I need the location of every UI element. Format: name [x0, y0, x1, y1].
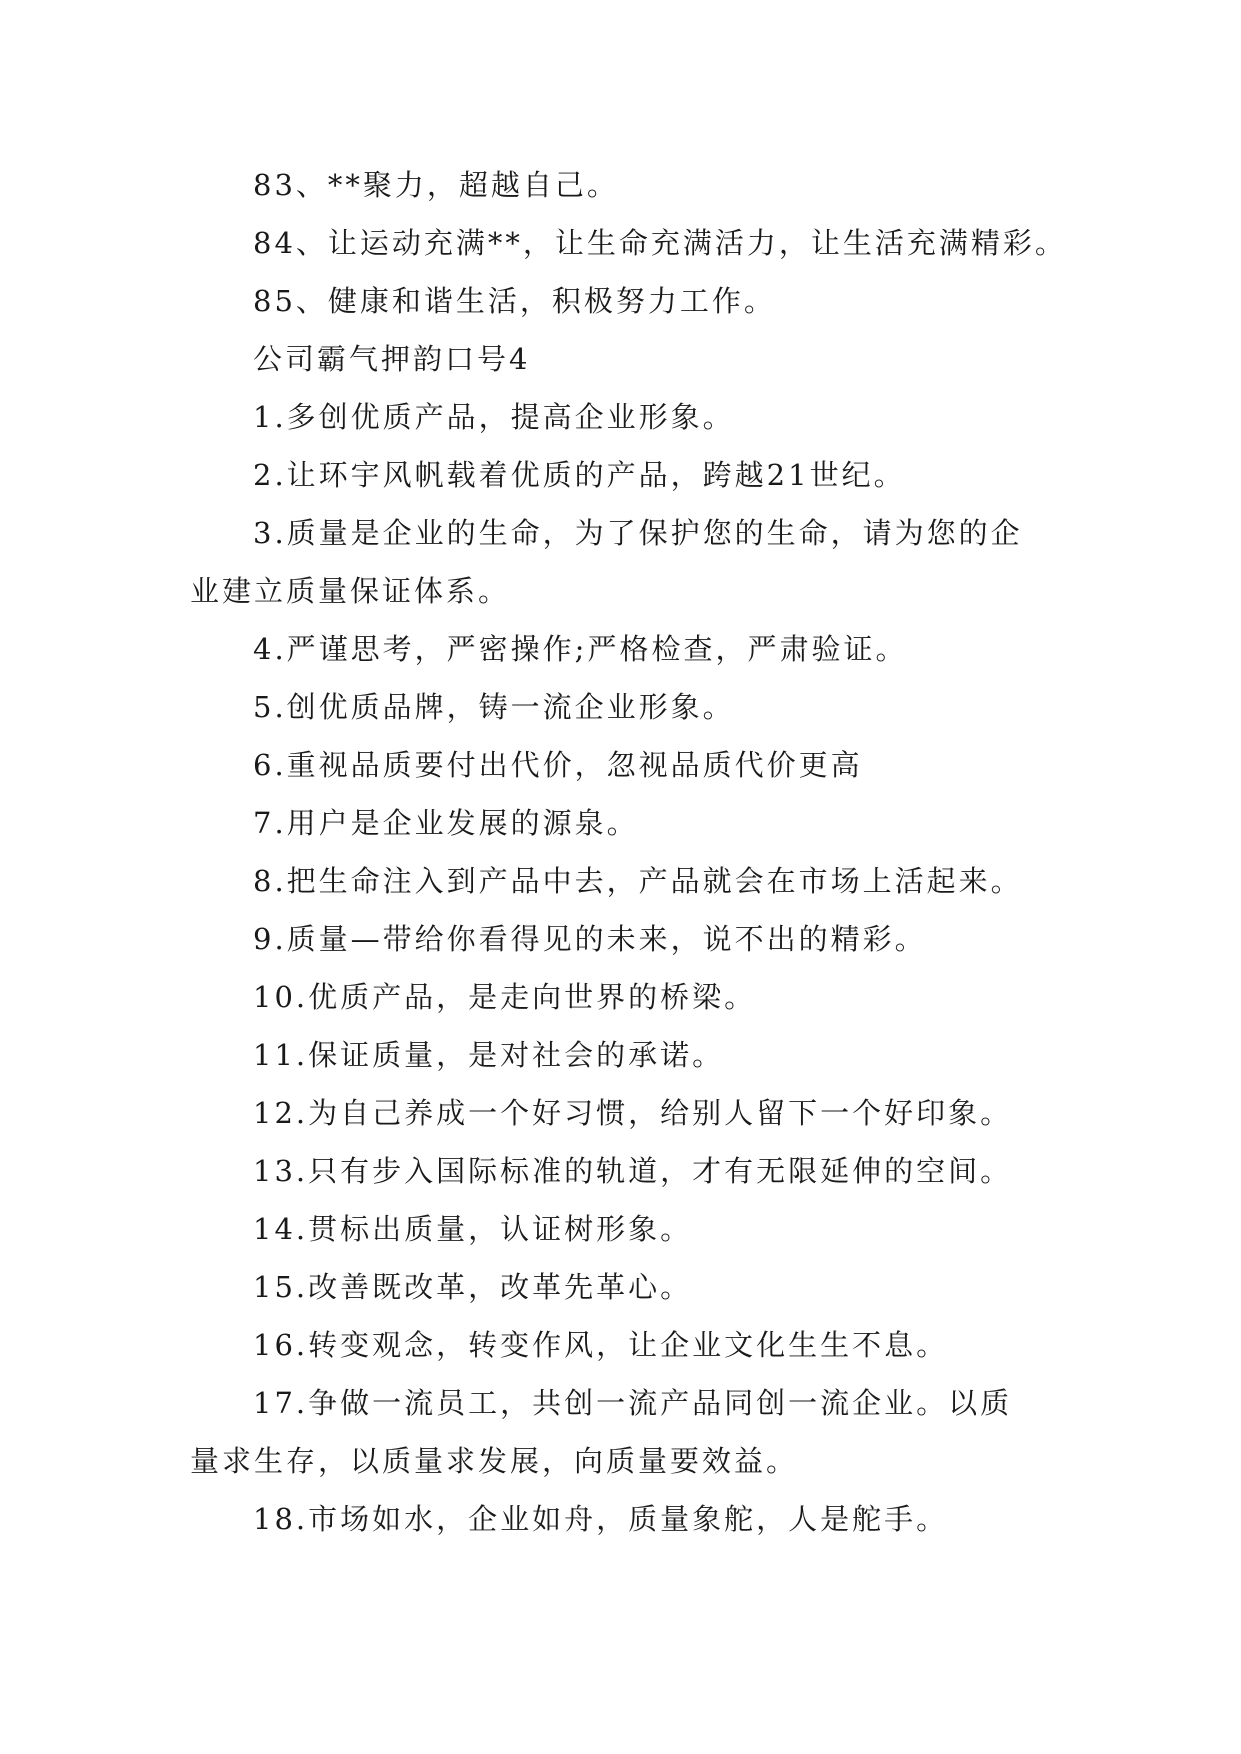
- text-line-2: 2.让环宇风帆载着优质的产品，跨越21世纪。: [253, 458, 906, 492]
- text-line-11: 11.保证质量，是对社会的承诺。: [253, 1038, 725, 1072]
- text-line-84: 84、让运动充满**，让生命充满活力，让生活充满精彩。: [253, 226, 1067, 260]
- text-line-17: 17.争做一流员工，共创一流产品同创一流企业。以质: [253, 1386, 1013, 1420]
- text-line-5: 5.创优质品牌，铸一流企业形象。: [253, 690, 735, 724]
- text-line-7: 7.用户是企业发展的源泉。: [253, 806, 639, 840]
- section-heading: 公司霸气押韵口号4: [253, 342, 531, 376]
- text-line-83: 83、**聚力，超越自己。: [253, 168, 619, 202]
- text-line-3: 3.质量是企业的生命，为了保护您的生命，请为您的企: [253, 516, 1023, 550]
- text-line-13: 13.只有步入国际标准的轨道，才有无限延伸的空间。: [253, 1154, 1013, 1188]
- text-line-18: 18.市场如水，企业如舟，质量象舵，人是舵手。: [253, 1502, 949, 1536]
- text-line-14: 14.贯标出质量，认证树形象。: [253, 1212, 693, 1246]
- text-line-1: 1.多创优质产品，提高企业形象。: [253, 400, 735, 434]
- text-line-3-continued: 业建立质量保证体系。: [190, 574, 511, 608]
- text-line-85: 85、健康和谐生活，积极努力工作。: [253, 284, 776, 318]
- text-line-12: 12.为自己养成一个好习惯，给别人留下一个好印象。: [253, 1096, 1013, 1130]
- text-line-9: 9.质量—带给你看得见的未来，说不出的精彩。: [253, 922, 927, 956]
- text-line-16: 16.转变观念，转变作风，让企业文化生生不息。: [253, 1328, 949, 1362]
- text-line-8: 8.把生命注入到产品中去，产品就会在市场上活起来。: [253, 864, 1023, 898]
- text-line-4: 4.严谨思考，严密操作;严格检查，严肃验证。: [253, 632, 908, 666]
- text-line-17-continued: 量求生存，以质量求发展，向质量要效益。: [190, 1444, 799, 1478]
- text-line-15: 15.改善既改革，改革先革心。: [253, 1270, 693, 1304]
- text-line-6: 6.重视品质要付出代价，忽视品质代价更高: [253, 748, 863, 782]
- text-line-10: 10.优质产品，是走向世界的桥梁。: [253, 980, 757, 1014]
